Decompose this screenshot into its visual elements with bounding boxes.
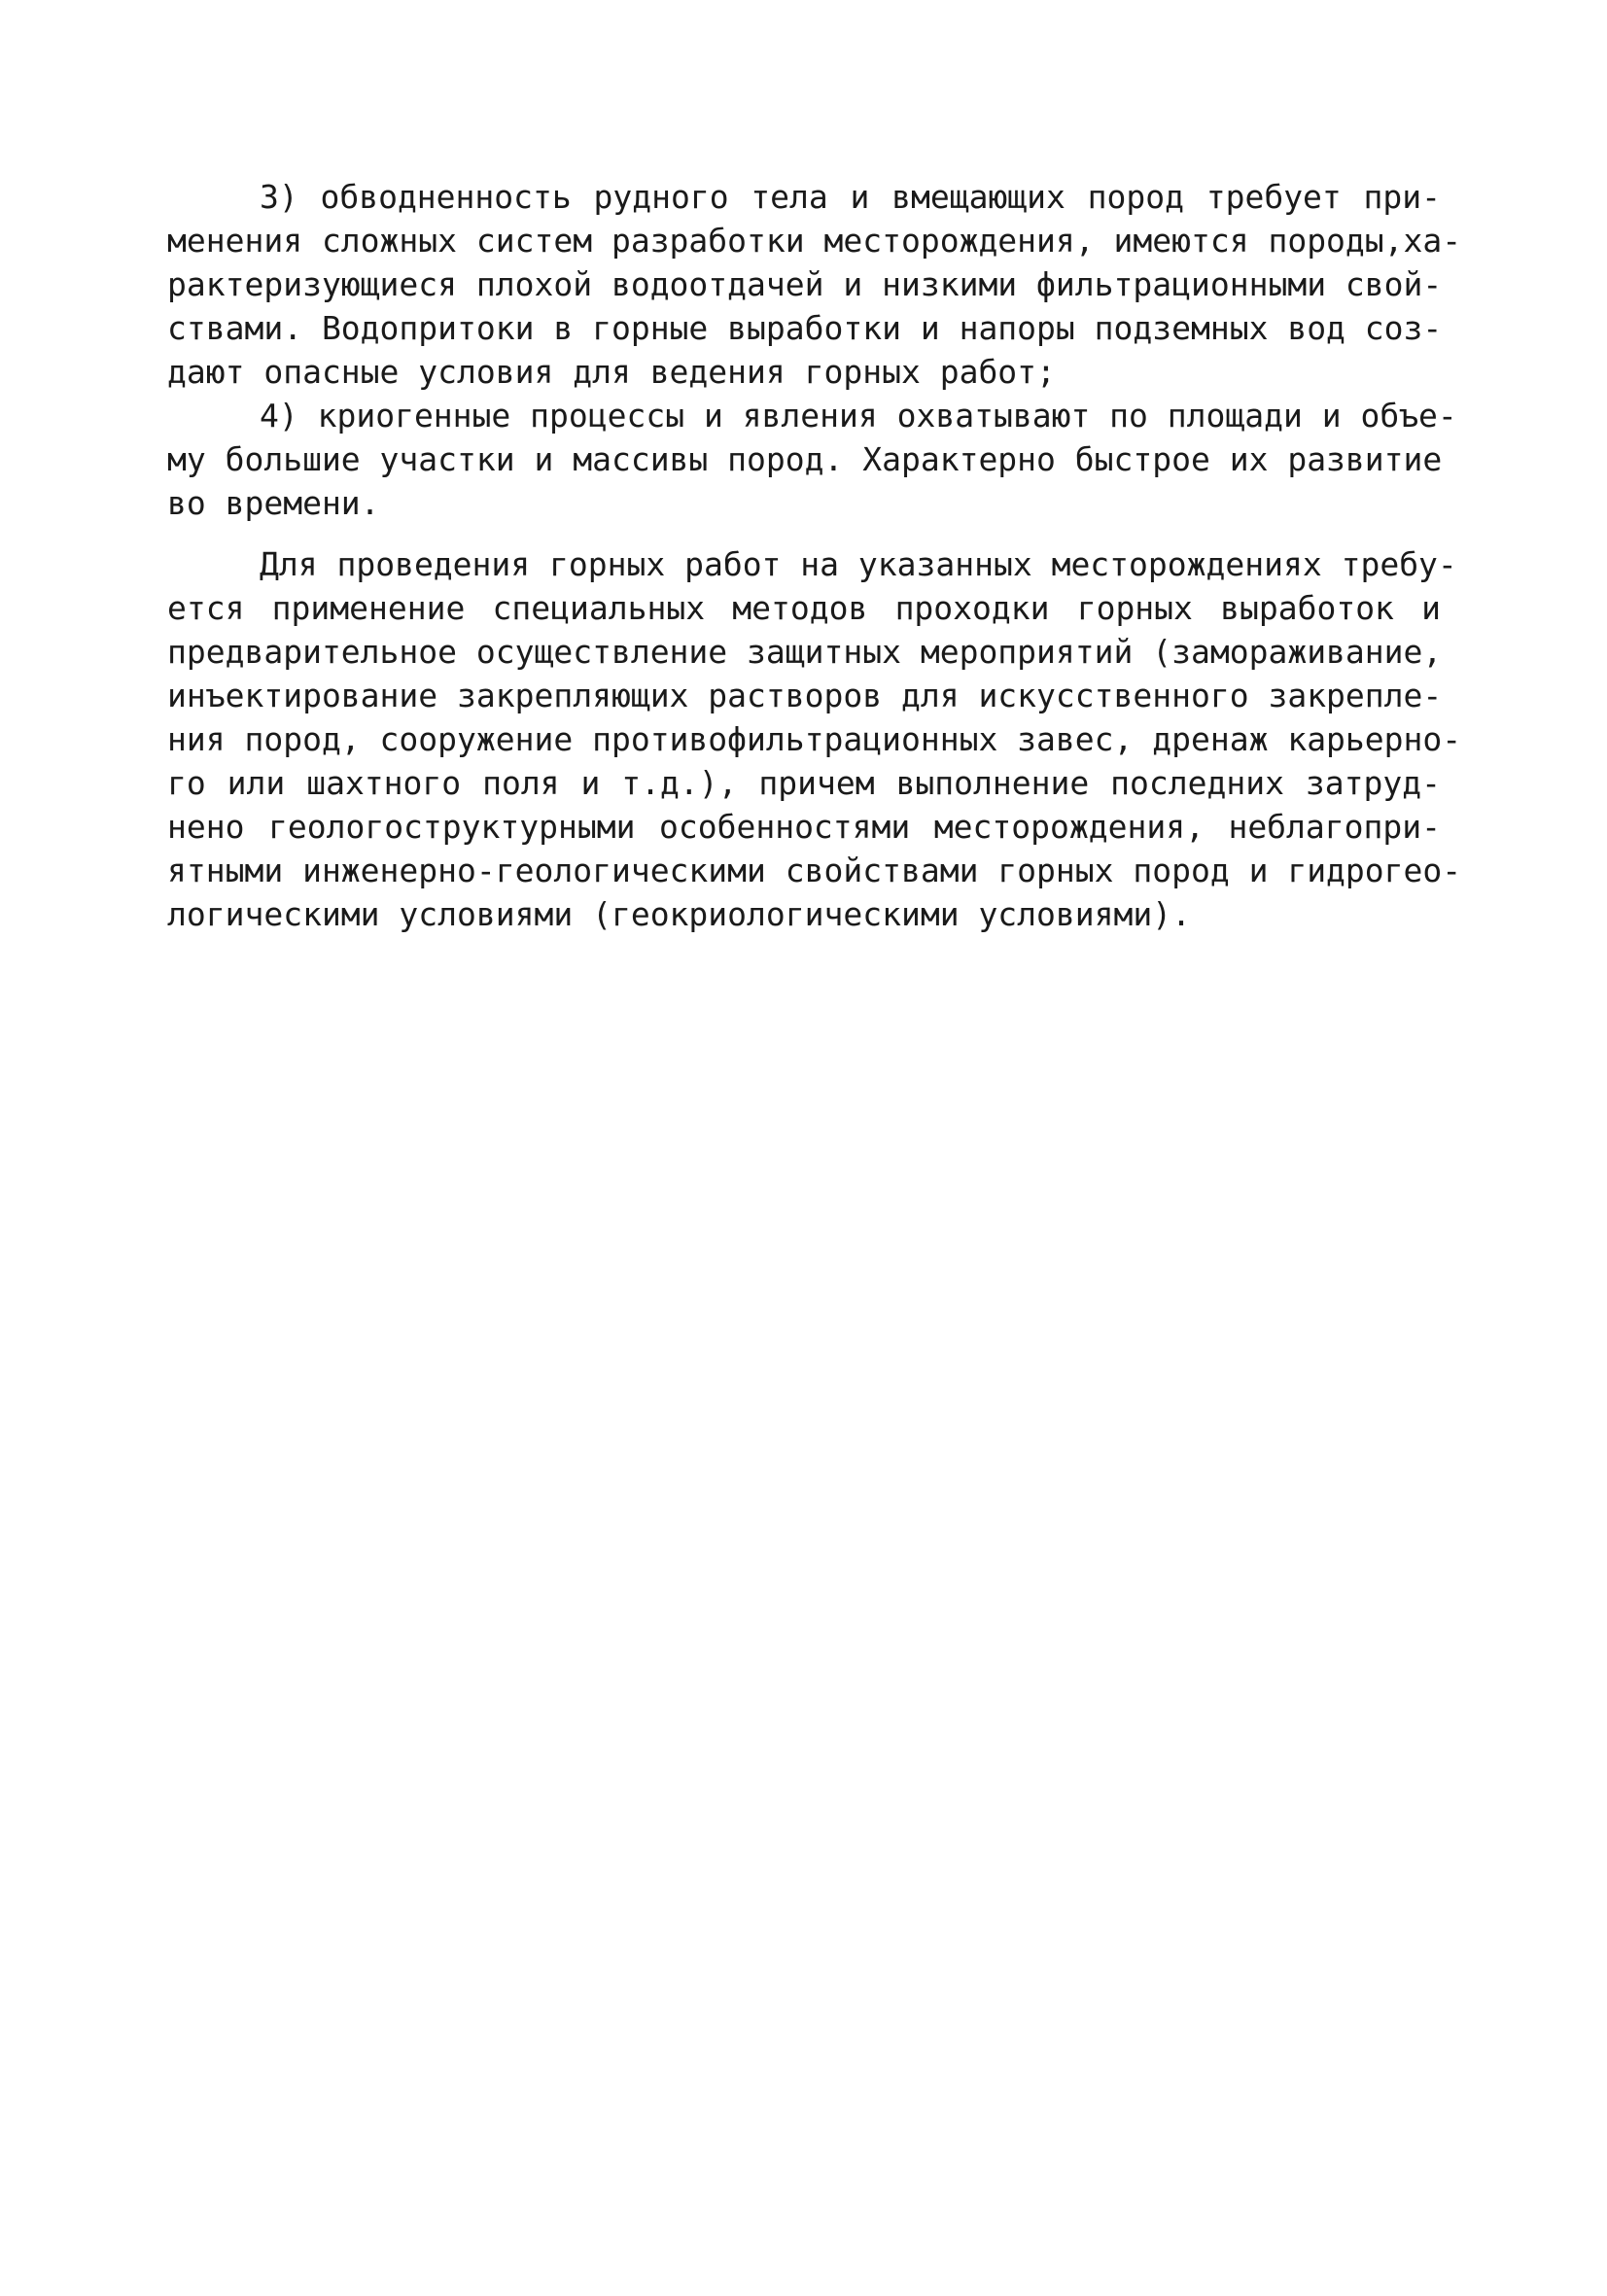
text-line: Для проведения горных работ на указанных месторождениях требу- [260, 545, 1457, 583]
text-line: логическими условиями (геокриологическими условиями). [167, 895, 1191, 933]
text-line: во времени. [167, 484, 380, 522]
text-line: дают опасные условия для ведения горных работ; [167, 353, 1056, 391]
text-line: рактеризующиеся плохой водоотдачей и низкими фильтрационными свой- [167, 265, 1443, 303]
paragraph-4 [167, 394, 1457, 525]
text-line: менения сложных систем разработки месторождения, имеются породы,ха- [167, 222, 1462, 260]
text-line: ется применение специальных методов проходки горных выработок и [167, 589, 1441, 627]
text-line: 4) криогенные процессы и явления охватывают по площади и объе- [260, 397, 1457, 435]
text-line: ятными инженерно-геологическими свойствами горных пород и гидрогео- [167, 852, 1462, 889]
body-text [167, 175, 1462, 936]
paragraph-main [167, 542, 1462, 936]
text-line: ния пород, сооружение противофильтрационных завес, дренаж карьерно- [167, 720, 1462, 758]
text-line: нено геологоструктурными особенностями месторождения, неблагопри- [167, 808, 1441, 846]
text-line: предварительное осуществление защитных мероприятий (замораживание, [167, 633, 1443, 671]
text-line: 3) обводненность рудного тела и вмещающих пород требует при- [260, 178, 1441, 216]
paragraph-gap [167, 525, 1441, 542]
text-line: му большие участки и массивы пород. Характерно быстрое их развитие [167, 440, 1443, 478]
paragraph-3 [167, 175, 1462, 394]
text-line: инъектирование закрепляющих растворов для искусственного закрепле- [167, 677, 1443, 714]
text-line: ствами. Водопритоки в горные выработки и напоры подземных вод соз- [167, 309, 1443, 347]
text-line: го или шахтного поля и т.д.), причем выполнение последних затруд- [167, 764, 1441, 802]
